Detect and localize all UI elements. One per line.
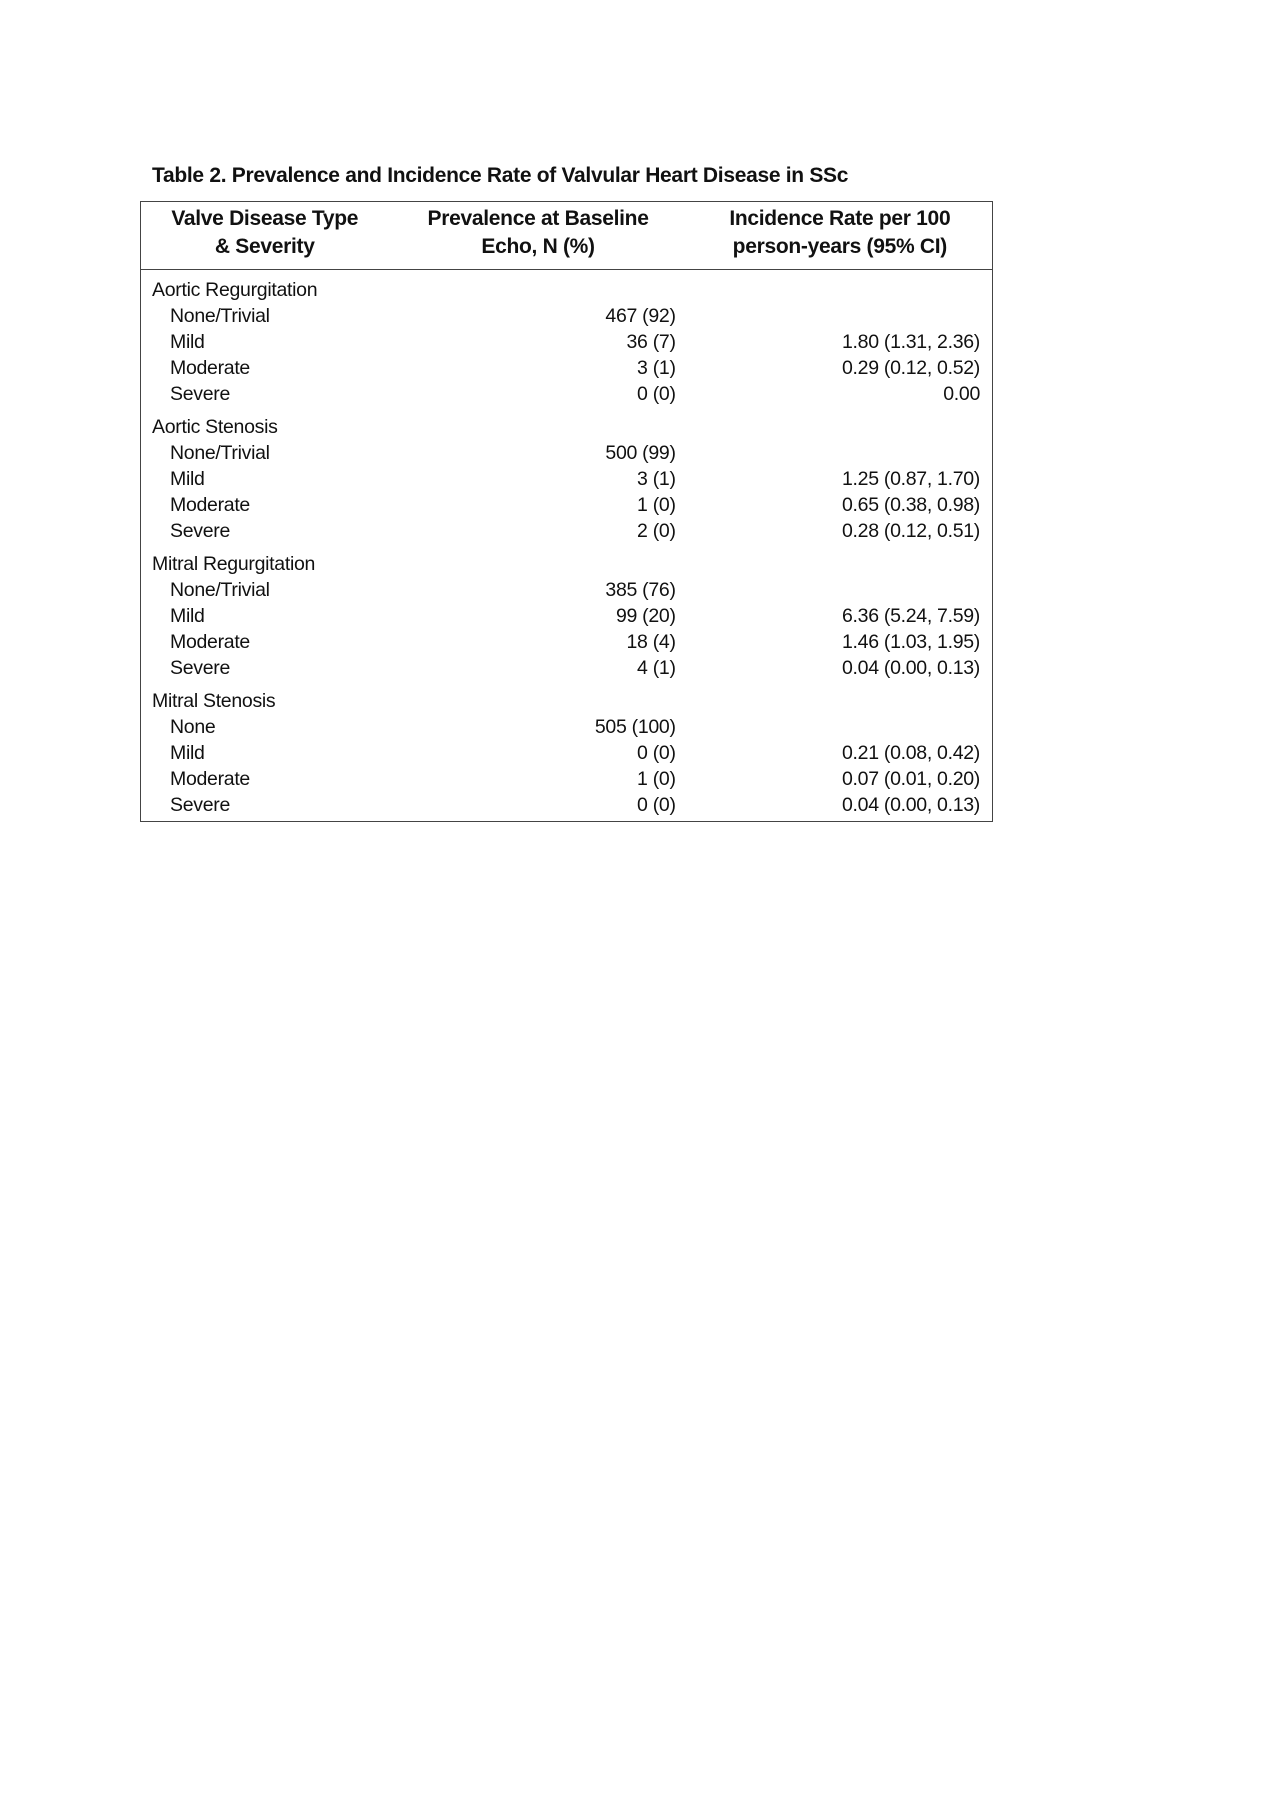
incidence-cell: 1.46 (1.03, 1.95)	[842, 631, 980, 653]
prevalence-cell: 1 (0)	[637, 494, 676, 516]
incidence-cell	[688, 714, 993, 740]
prevalence-cell: 467 (92)	[605, 305, 676, 327]
severity-cell: None/Trivial	[170, 305, 270, 327]
table-row	[141, 355, 993, 381]
incidence-cell: 1.25 (0.87, 1.70)	[842, 468, 980, 490]
severity-cell: Severe	[170, 383, 230, 405]
table-row	[141, 740, 993, 766]
group-row	[141, 681, 993, 714]
header-line: Incidence Rate per 100	[729, 207, 951, 230]
header-line: Valve Disease Type	[171, 207, 359, 230]
prevalence-cell: 505 (100)	[594, 716, 676, 738]
incidence-cell: 0.21 (0.08, 0.42)	[842, 742, 980, 764]
prevalence-cell: 3 (1)	[637, 468, 676, 490]
table-row	[141, 714, 993, 740]
header-line: person-years (95% CI)	[732, 235, 947, 258]
table-row	[141, 492, 993, 518]
severity-cell: Mild	[170, 468, 205, 490]
group-name: Mitral Regurgitation	[152, 553, 316, 575]
severity-cell: Mild	[170, 742, 205, 764]
prevalence-cell: 3 (1)	[637, 357, 676, 379]
prevalence-cell: 2 (0)	[637, 520, 676, 542]
severity-cell: Moderate	[170, 494, 250, 516]
prevalence-cell: 1 (0)	[637, 768, 676, 790]
prevalence-cell: 0 (0)	[637, 794, 676, 816]
incidence-cell	[688, 577, 993, 603]
table-row	[141, 766, 993, 792]
table-row	[141, 792, 993, 822]
table-row	[141, 440, 993, 466]
incidence-cell: 0.28 (0.12, 0.51)	[842, 520, 980, 542]
severity-cell: None/Trivial	[170, 579, 270, 601]
group-row	[141, 544, 993, 577]
valvular-disease-table	[140, 201, 993, 822]
prevalence-cell: 4 (1)	[637, 657, 676, 679]
table-row	[141, 655, 993, 681]
severity-cell: None/Trivial	[170, 442, 270, 464]
incidence-cell: 0.04 (0.00, 0.13)	[842, 657, 980, 679]
incidence-cell: 1.80 (1.31, 2.36)	[842, 331, 980, 353]
severity-cell: Severe	[170, 520, 230, 542]
prevalence-cell: 36 (7)	[626, 331, 676, 353]
table-row	[141, 329, 993, 355]
incidence-cell	[688, 440, 993, 466]
severity-cell: Mild	[170, 331, 205, 353]
table-row	[141, 466, 993, 492]
severity-cell: Severe	[170, 794, 230, 816]
severity-cell: Moderate	[170, 768, 250, 790]
column-header-prevalence	[388, 202, 687, 270]
group-name: Mitral Stenosis	[152, 690, 276, 712]
severity-cell: Moderate	[170, 631, 250, 653]
prevalence-cell: 0 (0)	[637, 383, 676, 405]
group-row	[141, 270, 993, 304]
group-name: Aortic Regurgitation	[152, 279, 318, 301]
table-title: Table 2. Prevalence and Incidence Rate of Valvular Heart Disease in SSc	[152, 164, 849, 187]
table-row	[141, 381, 993, 407]
prevalence-cell: 0 (0)	[637, 742, 676, 764]
severity-cell: Mild	[170, 605, 205, 627]
incidence-cell	[688, 303, 993, 329]
group-name: Aortic Stenosis	[152, 416, 278, 438]
incidence-cell: 0.00	[943, 383, 980, 405]
incidence-cell: 0.65 (0.38, 0.98)	[842, 494, 980, 516]
header-line: Echo, N (%)	[481, 235, 595, 258]
header-row	[141, 202, 993, 270]
incidence-cell: 0.07 (0.01, 0.20)	[842, 768, 980, 790]
table-row	[141, 303, 993, 329]
incidence-cell: 6.36 (5.24, 7.59)	[842, 605, 980, 627]
severity-cell: None	[170, 716, 216, 738]
table-row	[141, 577, 993, 603]
table-row	[141, 603, 993, 629]
prevalence-cell: 18 (4)	[626, 631, 676, 653]
severity-cell: Severe	[170, 657, 230, 679]
table-row	[141, 629, 993, 655]
severity-cell: Moderate	[170, 357, 250, 379]
prevalence-cell: 99 (20)	[615, 605, 676, 627]
incidence-cell: 0.29 (0.12, 0.52)	[842, 357, 980, 379]
column-header-incidence	[688, 202, 993, 270]
table-row	[141, 518, 993, 544]
group-row	[141, 407, 993, 440]
header-line: & Severity	[214, 235, 315, 258]
header-line: Prevalence at Baseline	[427, 207, 649, 230]
incidence-cell: 0.04 (0.00, 0.13)	[842, 794, 980, 816]
prevalence-cell: 385 (76)	[605, 579, 676, 601]
column-header-type	[141, 202, 389, 270]
prevalence-cell: 500 (99)	[605, 442, 676, 464]
